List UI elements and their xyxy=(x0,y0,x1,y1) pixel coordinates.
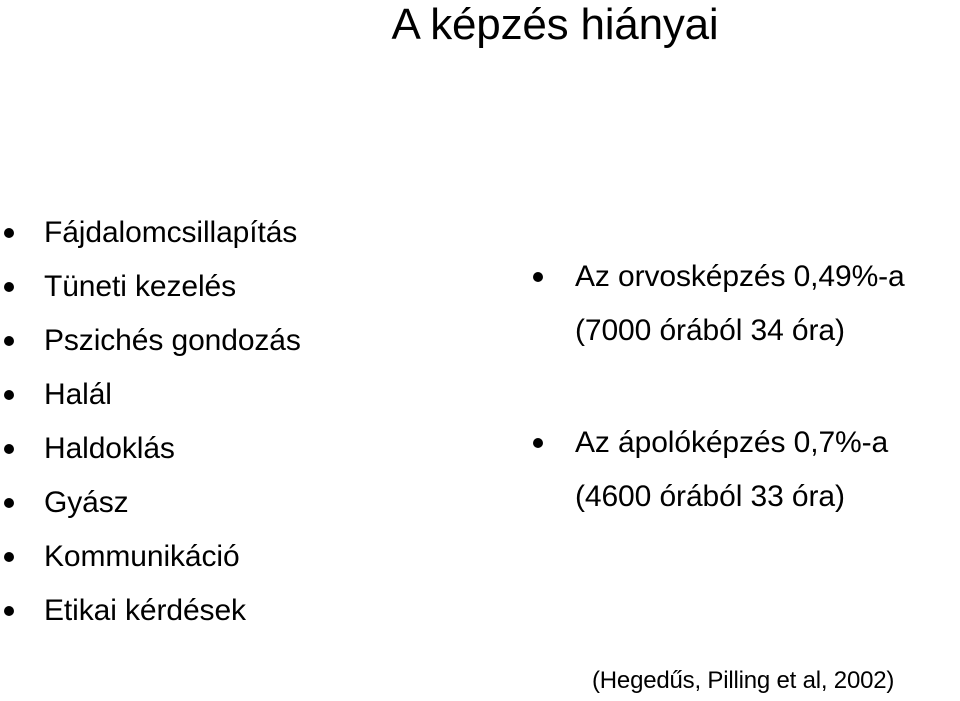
slide-title: A képzés hiányai xyxy=(391,0,719,49)
bullet-icon xyxy=(533,272,543,282)
bullet-icon xyxy=(4,606,14,616)
bullet-icon xyxy=(4,282,14,292)
list-item-text: Az ápolóképzés 0,7%-a xyxy=(575,426,889,459)
list-item xyxy=(0,480,480,534)
list-item-subtext: (4600 órából 33 óra) xyxy=(575,480,845,513)
list-item-text: Gyász xyxy=(44,486,129,519)
list-item xyxy=(0,210,480,264)
list-item-text: Tüneti kezelés xyxy=(44,270,237,303)
bullet-icon xyxy=(4,390,14,400)
list-item-text: Az orvosképzés 0,49%-a xyxy=(575,260,905,293)
list-item-subtext: (7000 órából 34 óra) xyxy=(575,314,845,347)
list-item xyxy=(0,264,480,318)
list-item-text: Halál xyxy=(44,378,112,411)
list-item xyxy=(530,416,950,524)
list-item xyxy=(0,588,480,642)
bullet-icon xyxy=(533,438,543,448)
list-item xyxy=(0,372,480,426)
bullet-icon xyxy=(4,498,14,508)
bullet-icon xyxy=(4,444,14,454)
left-bullet-list xyxy=(0,210,480,642)
list-item-text: Etikai kérdések xyxy=(44,594,246,627)
list-item xyxy=(0,426,480,480)
list-item-text: Haldoklás xyxy=(44,432,175,465)
list-item-text: Fájdalomcsillapítás xyxy=(44,216,298,249)
list-item-text: Kommunikáció xyxy=(44,540,240,573)
list-item xyxy=(0,534,480,588)
right-bullet-list xyxy=(530,250,950,582)
citation: (Hegedűs, Pilling et al, 2002) xyxy=(592,667,895,694)
bullet-icon xyxy=(4,336,14,346)
bullet-icon xyxy=(4,552,14,562)
list-item-text: Pszichés gondozás xyxy=(44,324,301,357)
list-item xyxy=(0,318,480,372)
bullet-icon xyxy=(4,228,14,238)
list-item xyxy=(530,250,950,358)
